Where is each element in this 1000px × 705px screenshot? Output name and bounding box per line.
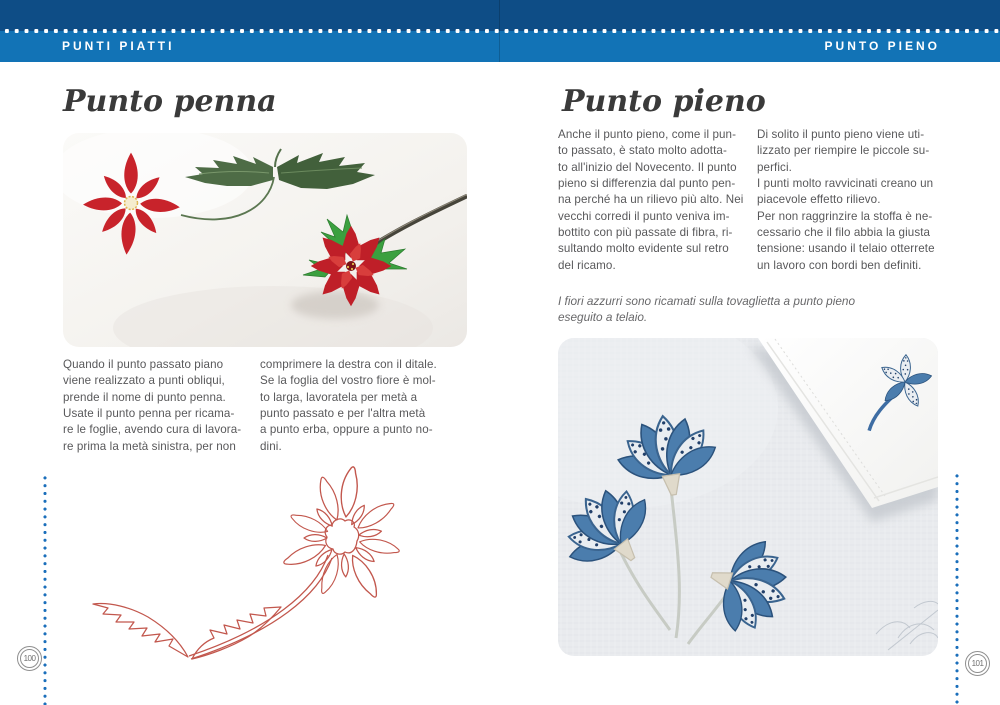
left-page-title: Punto penna bbox=[63, 84, 277, 119]
right-running-header: PUNTO PIENO bbox=[824, 39, 940, 53]
text-line: piacevole effetto rilievo. bbox=[757, 193, 881, 207]
text-line: lizzato per riempire le piccole su- bbox=[757, 144, 930, 158]
photo-caption bbox=[558, 294, 958, 325]
left-text-column-2 bbox=[260, 357, 458, 455]
caption-line: eseguito a telaio. bbox=[558, 309, 648, 324]
text-line: tensione: usando il telaio otterrete bbox=[757, 242, 935, 256]
pattern-leaf-right bbox=[192, 607, 281, 659]
text-line: to all'inizio del Novecento. Il punto bbox=[558, 160, 737, 174]
text-line: to larga, lavoratela per metà a bbox=[260, 390, 418, 404]
right-text-column-1 bbox=[558, 127, 750, 274]
page-number-badge-right bbox=[965, 651, 990, 676]
text-line: a punto erba, oppure a punto no- bbox=[260, 423, 433, 437]
text-line: bottito con più passate di fibra, ri- bbox=[558, 226, 733, 240]
text-line: I punti molto ravvicinati creano un bbox=[757, 177, 934, 191]
dotted-border-left bbox=[42, 474, 48, 705]
page-number-badge-left bbox=[17, 646, 42, 671]
text-line: na perché ha un rilievo più alto. Nei bbox=[558, 193, 744, 207]
caption-line: I fiori azzurri sono ricamati sulla tovaglietta a punto pieno bbox=[558, 294, 856, 308]
dotted-border-right bbox=[954, 472, 960, 705]
text-line: pieno si differenzia dal punto pen- bbox=[558, 177, 736, 191]
text-line: re le foglie, avendo cura di lavora- bbox=[63, 423, 242, 437]
text-line: cessario che il filo abbia la giusta bbox=[757, 226, 931, 240]
text-line: perfici. bbox=[757, 160, 792, 174]
photo-left-image bbox=[63, 133, 467, 347]
text-line: Se la foglia del vostro fiore è mol- bbox=[260, 374, 436, 388]
text-line: comprimere la destra con il ditale. bbox=[260, 358, 437, 371]
photo-blue-flowers-tablecloth bbox=[558, 338, 938, 656]
photo-red-poinsettia-embroidery bbox=[63, 133, 467, 347]
text-line: Quando il punto passato piano bbox=[63, 358, 224, 371]
text-line: del ricamo. bbox=[558, 258, 616, 272]
text-line: viene realizzato a punti obliqui, bbox=[63, 374, 225, 388]
text-line: un lavoro con bordi ben definiti. bbox=[757, 258, 922, 272]
pattern-flower bbox=[281, 466, 400, 600]
text-line: Anche il punto pieno, come il pun- bbox=[558, 128, 737, 141]
pattern-leaf-left bbox=[93, 604, 188, 657]
pattern-stem bbox=[189, 555, 328, 656]
text-line: to passato, è stato molto adotta- bbox=[558, 144, 727, 158]
left-text-column-1 bbox=[63, 357, 255, 455]
right-page-title: Punto pieno bbox=[562, 84, 766, 119]
page-number: 100 bbox=[20, 649, 39, 668]
page-number: 101 bbox=[968, 654, 987, 673]
photo-right-image bbox=[558, 338, 938, 656]
text-line: Per non raggrinzire la stoffa è ne- bbox=[757, 209, 933, 223]
text-line: punto passato e per l'altra metà bbox=[260, 407, 426, 421]
right-text-column-2 bbox=[757, 127, 952, 274]
left-running-header: PUNTI PIATTI bbox=[62, 39, 175, 53]
text-line: Di solito il punto pieno viene uti- bbox=[757, 128, 925, 141]
text-line: prende il nome di punto penna. bbox=[63, 390, 226, 404]
text-line: vecchi corredi il punto veniva im- bbox=[558, 209, 730, 223]
text-line: dini. bbox=[260, 439, 282, 453]
embroidery-pattern-drawing bbox=[85, 452, 430, 669]
text-line: re prima la metà sinistra, per non bbox=[63, 439, 236, 453]
text-line: Usate il punto penna per ricama- bbox=[63, 407, 235, 421]
text-line: sultando molto evidente sul retro bbox=[558, 242, 729, 256]
